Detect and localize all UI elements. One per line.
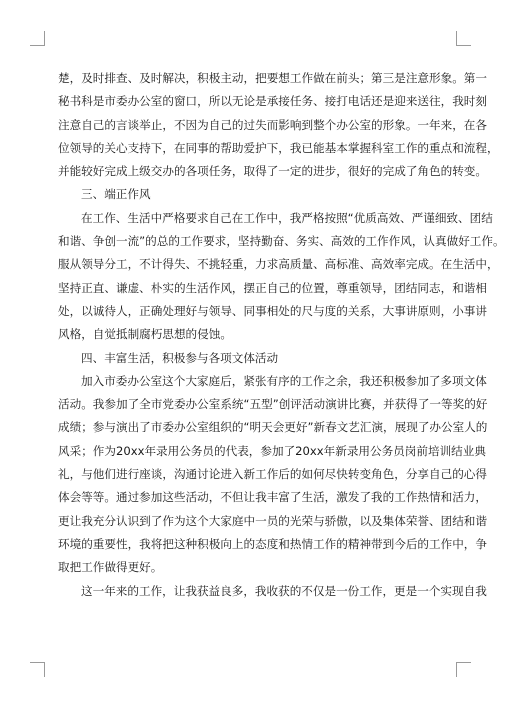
text-line: 位领导的关心支持下，在同事的帮助爱护下，我已能基本掌握科室工作的重点和流程，	[58, 140, 499, 155]
text-line: 更让我充分认识到了作为这个大家庭中一员的光荣与骄傲，以及集体荣誉、团结和谐	[58, 513, 487, 528]
paragraph-first-line: 加入市委办公室这个大家庭后，紧张有序的工作之余，我还积极参加了多项文体	[81, 373, 487, 388]
text-line: 秘书科是市委办公室的窗口，所以无论是承接任务、接打电话还是迎来送往，我时刻	[58, 94, 487, 109]
document-body	[58, 67, 505, 603]
text-line: 楚，及时排查、及时解决，积极主动，把要想工作做在前头；第三是注意形象。第一	[58, 71, 487, 85]
paragraph-first-line: 这一年来的工作，让我获益良多，我收获的不仅是一份工作，更是一个实现自我	[81, 583, 487, 598]
paragraph-last-line: 风格，自觉抵制腐朽思想的侵蚀。	[58, 327, 232, 342]
text-line: 环境的重要性，我将把这种积极向上的态度和热情工作的精神带到今后的工作中，争	[58, 536, 487, 551]
text-line: 活动。我参加了全市党委办公室系统“五型”创评活动演讲比赛，并获得了一等奖的好	[58, 397, 488, 412]
text-line: 成绩；参与演出了市委办公室组织的“明天会更好”新春文艺汇演，展现了办公室人的	[58, 420, 488, 435]
crop-mark-bottom-right	[456, 662, 471, 677]
paragraph-last-line: 取把工作做得更好。	[58, 560, 163, 575]
text-line: 礼，与他们进行座谈，沟通讨论进入新工作后的如何尽快转变角色，分享自己的心得	[58, 467, 487, 482]
crop-mark-bottom-left	[30, 662, 45, 677]
section-heading: 三、端正作风	[81, 187, 151, 202]
text-line: 服从领导分工，不计得失、不挑轻重，力求高质量、高标准、高效率完成。在生活中，	[58, 257, 499, 272]
text-line: 注意自己的言谈举止，不因为自己的过失而影响到整个办公室的形象。一年来，在各	[58, 117, 487, 132]
text-line: 体会等等。通过参加这些活动，不但让我丰富了生活，激发了我的工作热情和活力，	[58, 490, 487, 505]
section-heading: 四、丰富生活，积极参与各项文体活动	[81, 350, 279, 365]
paragraph-first-line: 在工作、生活中严格要求自己在工作中，我严格按照“优质高效、严谨细致、团结	[81, 210, 493, 225]
crop-mark-top-left	[30, 31, 45, 46]
text-line: 和谐、争创一流”的总的工作要求，坚持勤奋、务实、高效的工作作风，认真做好工作。	[58, 234, 505, 249]
text-line: 风采；作为20xx年录用公务员的代表，参加了20xx年新录用公务员岗前培训结业典	[58, 443, 486, 458]
crop-mark-top-right	[456, 31, 471, 46]
text-line: 坚持正直、谦虚、朴实的生活作风，摆正自己的位置，尊重领导，团结同志，和谐相	[58, 280, 487, 295]
text-line: 处，以诚待人，正确处理好与领导、同事相处的尺与度的关系，大事讲原则，小事讲	[58, 303, 487, 318]
paragraph-last-line: 并能较好完成上级交办的各项任务，取得了一定的进步，很好的完成了角色的转变。	[58, 164, 487, 179]
